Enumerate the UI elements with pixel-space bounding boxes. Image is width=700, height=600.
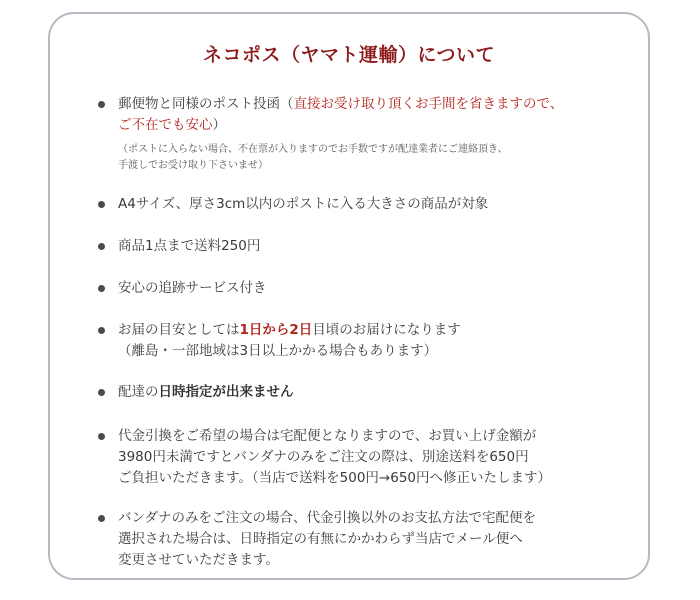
- item-text: 変更させていただきます。: [118, 552, 279, 568]
- item-highlight: 1日から2日: [239, 322, 313, 338]
- bullet-icon: [98, 243, 105, 250]
- item-text: お届の目安としては: [118, 322, 240, 338]
- card-title: ネコポス（ヤマト運輸）について: [202, 44, 496, 66]
- bullet-icon: [98, 101, 105, 108]
- item-text: ）: [212, 117, 226, 133]
- item-text: 選択された場合は、日時指定の有無にかかわらず当店でメール便へ: [118, 531, 523, 547]
- item-text: ご負担いただきます。（当店で送料を500円→650円へ修正いたします）: [118, 470, 552, 486]
- item-text: 安心の追跡サービス付き: [118, 280, 267, 296]
- bullet-icon: [98, 515, 105, 522]
- item-highlight: ご不在でも安心: [118, 117, 213, 133]
- note-line: （ポストに入らない場合、不在票が入りますのでお手数ですが配達業者にご連絡頂き、: [118, 144, 508, 155]
- item-note: [118, 142, 618, 174]
- item-text: バンダナのみをご注文の場合、代金引換以外のお支払方法で宅配便を: [118, 510, 536, 526]
- item-highlight: 直接お受け取り頂くお手間を省きますので、: [293, 96, 564, 112]
- info-card: [48, 12, 650, 580]
- item-emphasis: 日時指定が出来ません: [158, 384, 294, 400]
- item-text: 商品1点まで送料250円: [118, 238, 261, 254]
- item-text: 3980円未満ですとバンダナのみをご注文の際は、別途送料を650円: [118, 449, 529, 465]
- item-text: 郵便物と同様のポスト投函（: [118, 96, 294, 112]
- bullet-icon: [98, 389, 105, 396]
- item-text: 配達の: [118, 384, 159, 400]
- item-text: （離島・一部地域は3日以上かかる場合もあります）: [118, 343, 438, 359]
- item-text: 代金引換をご希望の場合は宅配便となりますので、お買い上げ金額が: [118, 428, 537, 444]
- item-text: A4サイズ、厚さ3cm以内のポストに入る大きさの商品が対象: [118, 196, 489, 212]
- bullet-icon: [98, 285, 105, 292]
- bullet-icon: [98, 201, 105, 208]
- bullet-icon: [98, 327, 105, 334]
- bullet-icon: [98, 433, 105, 440]
- item-text: 目頃のお届けになります: [312, 322, 461, 338]
- note-line: 手渡しでお受け取り下さいませ）: [118, 160, 268, 171]
